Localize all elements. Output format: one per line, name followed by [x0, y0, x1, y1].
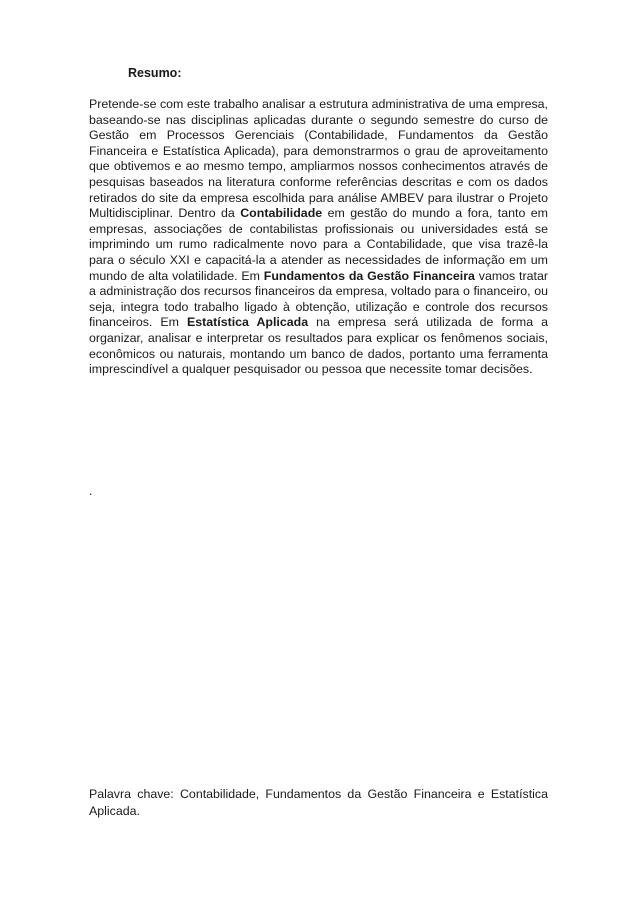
- abstract-bold-estatistica: Estatística Aplicada: [186, 315, 309, 330]
- abstract-text-2: em gestão do mundo a fora, tanto em empresas, associações de contabilistas profissionais ou universidades está se imprimindo um rumo radicalmente novo para a Contabilidade, que visa trazê-la para o século XXI e capacitá-la a atender as necessidades de informação em um mundo de alta volatilidade. Em: [89, 206, 548, 283]
- abstract-text-1: Pretende-se com este trabalho analisar a estrutura administrativa de uma empresa, baseando-se nas disciplinas aplicadas durante o segundo semestre do curso de Gestão em Processos Gerenciais (Contabilidade, Fundamentos da Gestão Financeira e Estatística Aplicada), para demonstrarmos o grau de aproveitamento que obtivemos e ao mesmo tempo, ampliarmos nossos conhecimentos através de pesquisas baseados na literatura conforme referências descritas e com os dados retirados do site da empresa escolhida para análise AMBEV para ilustrar o Projeto Multidisciplinar. Dentro da: [89, 97, 548, 221]
- abstract-paragraph: [89, 97, 548, 378]
- abstract-bold-contabilidade: Contabilidade: [240, 206, 323, 221]
- keywords-paragraph: Palavra chave: Contabilidade, Fundamentos da Gestão Financeira e Estatística Aplicada.: [89, 787, 548, 818]
- separator-dot: .: [89, 484, 93, 498]
- abstract-text-4: na empresa será utilizada de forma a organizar, analisar e interpretar os resultados para explicar os fenômenos sociais, econômicos ou naturais, montando um banco de dados, portanto uma ferramenta imprescindível a qualquer pesquisador ou pessoa que necessite tomar decisões.: [89, 315, 548, 377]
- abstract-heading: Resumo:: [128, 66, 182, 80]
- abstract-bold-fundamentos: Fundamentos da Gestão Financeira: [263, 268, 475, 283]
- abstract-text-3: vamos tratar a administração dos recursos financeiros da empresa, voltado para o financeiro, ou seja, integra todo trabalho ligado à obtenção, utilização e controle dos recursos financeiros. Em: [89, 268, 548, 330]
